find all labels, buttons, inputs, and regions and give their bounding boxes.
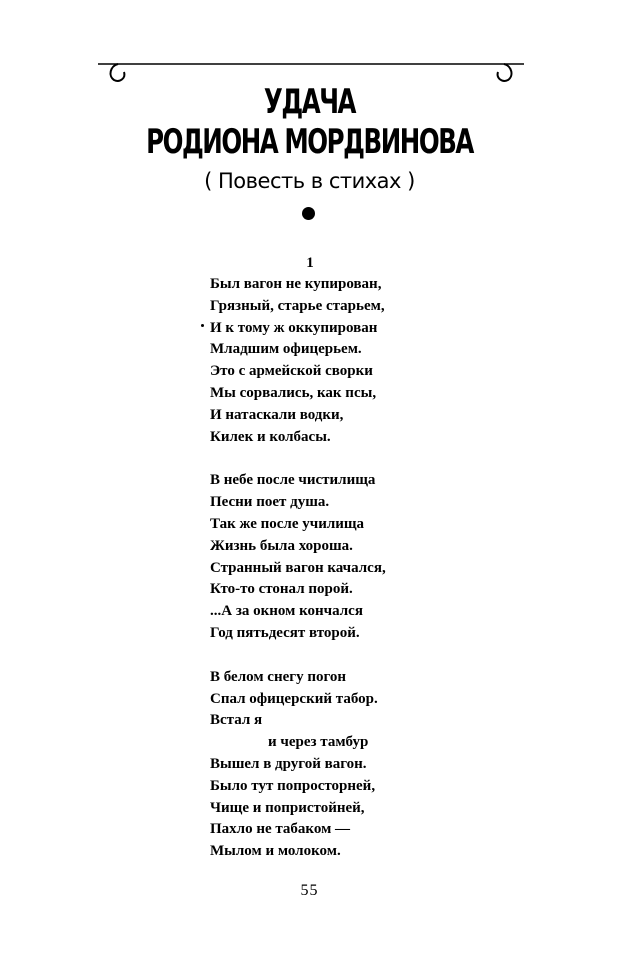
margin-mark [201,324,204,327]
poem-line: В белом снегу погон [210,668,347,685]
poem-line: Вышел в другой вагон. [210,755,367,772]
poem-line: Мы сорвались, как псы, [210,384,377,401]
poem-line: Песни поет душа. [210,494,330,511]
bullet-ornament [302,207,315,220]
poem-line: Странный вагон качался, [210,559,386,576]
poem-line: В небе после чистилища [210,472,376,489]
poem-line: Килек и колбасы. [210,428,331,445]
stanza-3 [210,667,470,863]
poem-line: Так же после училища [210,515,365,532]
stanza-2 [210,470,470,644]
poem-line: Пахло не табаком — [210,821,351,838]
poem-line: Мылом и молоком. [210,843,341,860]
poem-line: И натаскали водки, [210,406,344,423]
poem-line: Был вагон не купирован, [210,276,382,292]
section-number: 1 [306,255,314,271]
poem-line: Грязный, старье старьем, [210,297,385,314]
poem-line: Это с армейской сворки [210,363,373,380]
poem-line: Чище и попристойней, [210,799,365,816]
poem-body [210,252,470,863]
book-title-line-2: РОДИОНА МОРДВИНОВА [146,122,473,162]
stanza-1 [210,274,470,448]
poem-line: И к тому ж оккупирован [210,319,378,336]
poem-line: Было тут попросторней, [210,777,376,794]
poem-line: Кто-то стонал порой. [210,581,353,598]
poem-line: ...А за окном кончался [210,603,363,620]
poem-line: и через тамбур [268,734,369,751]
page-number: 55 [300,882,319,899]
poem-line: Год пятьдесят второй. [210,624,360,641]
poem-line: Спал офицерский табор. [210,690,378,707]
poem-line: Жизнь была хороша. [210,537,353,554]
book-title-line-1: УДАЧА [263,82,356,122]
book-subtitle: ( Повесть в стихах ) [204,169,415,193]
poem-line: Встал я [210,712,263,729]
poem-line: Младшим офицерьем. [210,341,362,358]
